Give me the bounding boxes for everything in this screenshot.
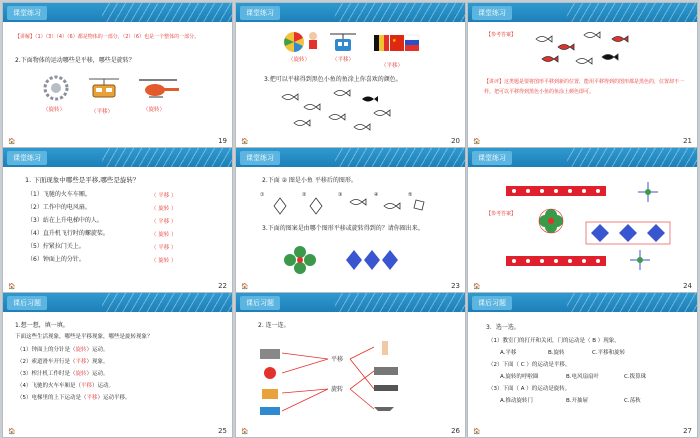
home-icon: 🏠 xyxy=(8,138,16,145)
flags-icon xyxy=(374,33,420,53)
option-label: ② xyxy=(302,192,307,198)
reference-answer-label: 【参考答案】 xyxy=(486,32,517,38)
answer-label: 旋转 xyxy=(158,258,170,264)
cable-car-icon xyxy=(330,31,356,53)
slide-25[interactable] xyxy=(3,293,232,437)
tip-text: 【讲解】（1）（3）（4）（6）都是物体的一部分，（2）（6）也是一个整体的一部分。 xyxy=(15,34,200,40)
red-border-pattern xyxy=(506,184,606,198)
fish-group xyxy=(274,87,414,137)
slide-20[interactable]: 课堂练习 ★ （旋转） （平移） （平移） 3.把可以平移得到黑色小鱼的鱼涂上你喜欢的颜色。 🏠 20 xyxy=(236,3,465,147)
home-icon: 🏠 xyxy=(8,283,16,290)
slide-number: 25 xyxy=(218,427,227,435)
slide-26[interactable] xyxy=(236,293,465,437)
slide-number: 22 xyxy=(218,282,227,290)
list-item: （4）直升机飞行时的螺旋桨。 xyxy=(27,230,109,237)
option: B.开抽屉 xyxy=(566,398,589,404)
home-icon: 🏠 xyxy=(241,428,249,435)
answer-label: 平移 xyxy=(75,359,87,365)
svg-text:★: ★ xyxy=(392,38,397,44)
option-label: ③ xyxy=(338,192,343,198)
explanation-text: 【讲评】这类题是要将图形平移到新的位置，能用平移得到的图形都是黑色的，位置却不一样。把可以平移得到黑色小鱼的鱼涂上颜色即可。 xyxy=(484,79,685,95)
option: B.旋转 xyxy=(548,350,565,356)
slide-number: 23 xyxy=(451,282,460,290)
question-text: 2.下面物体的运动哪些是平移，哪些是旋转？ xyxy=(15,57,135,64)
fish-options xyxy=(266,194,446,220)
slide-number: 21 xyxy=(683,137,692,145)
answer-label: 旋转 xyxy=(75,347,87,353)
answer-label: 旋转 xyxy=(148,107,160,113)
sub-question: （2）下面（ C ）的运动是平移。 xyxy=(488,362,571,368)
fish-answer-group xyxy=(532,29,642,71)
child-icon xyxy=(306,31,320,53)
home-icon: 🏠 xyxy=(241,138,249,145)
slide-number: 27 xyxy=(683,427,692,435)
question-text: 2. 连一连。 xyxy=(258,322,290,329)
option-label: ⑤ xyxy=(408,192,413,198)
list-item: （1）钟面上的分针是（旋转）运动。 xyxy=(17,347,109,353)
answer-label: 平移 xyxy=(158,245,170,251)
slide-number: 19 xyxy=(218,137,227,145)
sub-question: （3）下面（ A ）的运动是旋转。 xyxy=(488,386,571,392)
answer-label: 平移 xyxy=(337,57,349,63)
wheel-icon xyxy=(282,30,306,54)
option-label: ④ xyxy=(374,192,379,198)
answer-label: 平移 xyxy=(81,383,93,389)
list-item: （2）索道滑车开行是（平移）现象。 xyxy=(17,359,109,365)
option: C.平移和旋转 xyxy=(592,350,626,356)
list-item: （3）榨汁机工作时是（旋转）运动。 xyxy=(17,371,109,377)
slide-tag: 课堂练习 xyxy=(7,151,47,165)
reference-answer-label: 【参考答案】 xyxy=(486,211,517,217)
slide-tag: 课后习题 xyxy=(7,296,47,310)
answer-label: 平移 xyxy=(158,193,170,199)
home-icon: 🏠 xyxy=(473,283,481,290)
list-item: （6）钟面上的分针。 xyxy=(27,256,85,263)
tram-icon xyxy=(87,77,121,99)
slide-tag: 课堂练习 xyxy=(472,6,512,20)
slide-tag: 课堂练习 xyxy=(472,151,512,165)
answer-label: 旋转 xyxy=(75,371,87,377)
slide-number: 20 xyxy=(451,137,460,145)
question-subtext: 下面这些生活现象，哪些是平移现象，哪些是旋转现象？ xyxy=(15,334,153,340)
slide-21[interactable] xyxy=(468,3,697,147)
slide-tag: 课后习题 xyxy=(472,296,512,310)
answer-label: 平移 xyxy=(86,395,98,401)
answer-label: 旋转 xyxy=(48,107,60,113)
slide-tag: 课堂练习 xyxy=(240,6,280,20)
matching-diagram xyxy=(250,333,450,423)
answer-label: 旋转 xyxy=(293,57,305,63)
translation-label: 平移 xyxy=(331,356,344,363)
question-text: 1.想一想，填一填。 xyxy=(15,322,69,329)
option: C.荡秋 xyxy=(624,398,641,404)
list-item: （3）站在上升电梯中的人。 xyxy=(27,217,103,224)
slide-tag: 课后习题 xyxy=(240,296,280,310)
option: B.电风扇扇叶 xyxy=(566,374,600,380)
home-icon: 🏠 xyxy=(473,138,481,145)
option: A.平移 xyxy=(500,350,517,356)
list-item: （2）工作中的电风扇。 xyxy=(27,204,91,211)
list-item: （4）飞驰的火车车厢是（平移）运动。 xyxy=(17,383,115,389)
question-text: 1. 下面现象中哪些是平移,哪些是旋转？ xyxy=(25,176,140,184)
option: A.旋转的呼啦圈 xyxy=(500,374,539,380)
answer-label: 旋转 xyxy=(158,232,170,238)
slide-23[interactable] xyxy=(236,148,465,292)
list-item: （5）电梯里的上下运动是（平移）运动平移。 xyxy=(17,395,131,401)
slide-19[interactable]: 课堂练习 【讲解】（1）（3）（4）（6）都是物体的一部分，（2）（6）也是一个整体的一部分。 2.下面物体的运动哪些是平移，哪些是旋转？ （旋转） （平移） （旋转） 🏠 19 xyxy=(3,3,232,147)
option-label: ① xyxy=(260,192,265,198)
gear-icon xyxy=(41,73,71,103)
option: A.推动旋转门 xyxy=(500,398,533,404)
helicopter-icon xyxy=(137,77,181,99)
list-item: （5）拧紧拉门关上。 xyxy=(27,243,85,250)
answer-label: 平移 xyxy=(96,109,108,115)
answer-label: 旋转 xyxy=(158,206,170,212)
question-text: 3.把可以平移得到黑色小鱼的鱼涂上你喜欢的颜色。 xyxy=(264,76,402,83)
question-text: 2.下面 ② 图是小鱼 平移后的图形。 xyxy=(262,177,357,184)
slide-tag: 课堂练习 xyxy=(7,6,47,20)
home-icon: 🏠 xyxy=(473,428,481,435)
slide-22[interactable]: 课堂练习 1. 下面现象中哪些是平移,哪些是旋转？ （1）飞驰的火车车厢。 （2）工作中的电风扇。 （3）站在上升电梯中的人。 （4）直升机飞行时的螺旋桨。 （5）拧紧拉门关上。 （6）钟面上的分针。 （ 平移 ） （ 旋转 ） （ 平移 ） （ 旋转 ） （ 平移 ） （ 旋转 ） 🏠 22 xyxy=(3,148,232,292)
rotation-label: 旋转 xyxy=(331,386,344,393)
red-border-pattern xyxy=(506,254,606,268)
blue-diamonds xyxy=(586,222,670,244)
slide-tag: 课堂练习 xyxy=(240,151,280,165)
question-text: 3．选一选。 xyxy=(486,324,520,331)
slide-24[interactable] xyxy=(468,148,697,292)
home-icon: 🏠 xyxy=(241,283,249,290)
answer-label: 平移 xyxy=(158,219,170,225)
option: C.拨算珠 xyxy=(624,374,647,380)
sub-question: （1）教室门的打开和关闭，门的运动是（ B ）现象。 xyxy=(488,338,620,344)
home-icon: 🏠 xyxy=(8,428,16,435)
pattern-figures xyxy=(284,240,414,280)
answer-label: 平移 xyxy=(386,63,398,69)
list-item: （1）飞驰的火车车厢。 xyxy=(27,191,91,198)
rotation-icon xyxy=(638,182,658,202)
question-text: 3.下面的图案是由哪个图形平移或旋转得到的？请你圈出来。 xyxy=(262,225,424,232)
rotation-icon xyxy=(630,250,650,270)
slide-27[interactable] xyxy=(468,293,697,437)
slide-number: 26 xyxy=(451,427,460,435)
clover-icon xyxy=(538,208,564,234)
slide-number: 24 xyxy=(683,282,692,290)
